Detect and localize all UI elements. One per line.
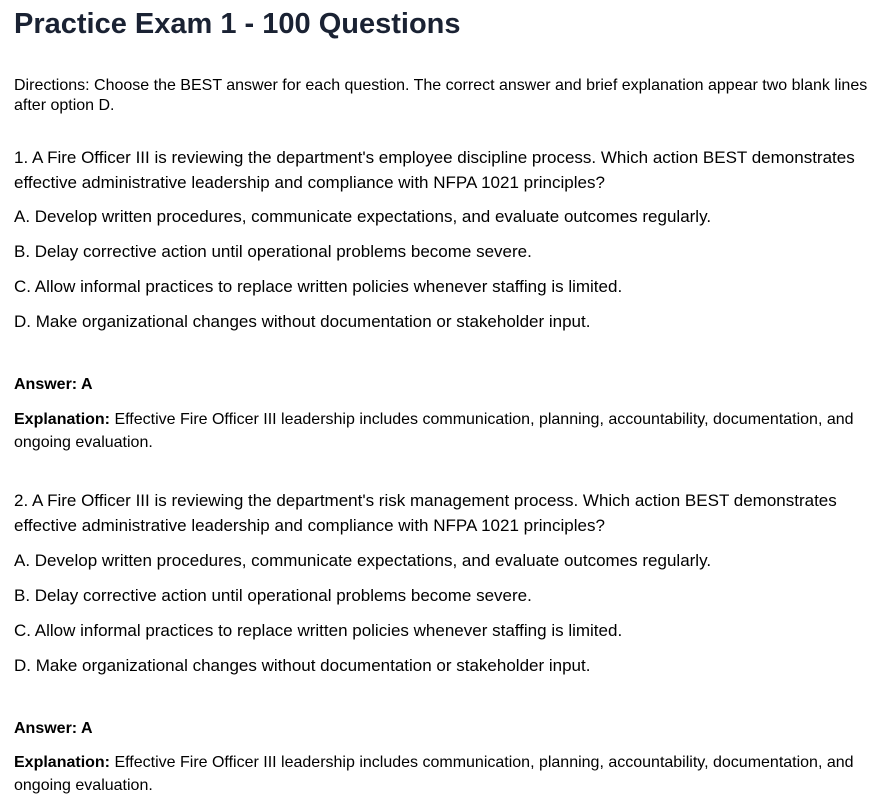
explanation	[14, 751, 874, 797]
answer-line: Answer: A	[14, 720, 93, 737]
directions-text: Directions: Choose the BEST answer for each question. The correct answer and brief explanation appear two blank lines after option D.	[14, 77, 868, 114]
option-d: D. Make organizational changes without documentation or stakeholder input.	[14, 656, 591, 675]
option-a: A. Develop written procedures, communicate expectations, and evaluate outcomes regularly.	[14, 551, 712, 570]
explanation	[14, 408, 874, 454]
explanation-label: Explanation:	[14, 411, 111, 428]
option-b: B. Delay corrective action until operational problems become severe.	[14, 586, 532, 605]
option-d: D. Make organizational changes without documentation or stakeholder input.	[14, 312, 591, 331]
question-block	[14, 145, 884, 451]
explanation-text: Effective Fire Officer III leadership includes communication, planning, accountability, documentation, and ongoing evaluation.	[14, 411, 854, 451]
page-title: Practice Exam 1 - 100 Questions	[14, 8, 461, 40]
option-b: B. Delay corrective action until operational problems become severe.	[14, 242, 532, 261]
question-block	[14, 488, 884, 794]
answer-line: Answer: A	[14, 376, 93, 393]
explanation-text: Effective Fire Officer III leadership includes communication, planning, accountability, documentation, and ongoing evaluation.	[14, 754, 854, 794]
explanation-label: Explanation:	[14, 754, 111, 771]
option-c: C. Allow informal practices to replace written policies whenever staffing is limited.	[14, 277, 623, 296]
question-stem: 1. A Fire Officer III is reviewing the department's employee discipline process. Which action BEST demonstrates effective administrative leadership and compliance with NFPA 1021 principles?	[14, 148, 855, 192]
option-c: C. Allow informal practices to replace written policies whenever staffing is limited.	[14, 621, 623, 640]
option-a: A. Develop written procedures, communicate expectations, and evaluate outcomes regularly.	[14, 207, 712, 226]
question-stem: 2. A Fire Officer III is reviewing the department's risk management process. Which action BEST demonstrates effective administrative leadership and compliance with NFPA 1021 principles?	[14, 491, 837, 535]
